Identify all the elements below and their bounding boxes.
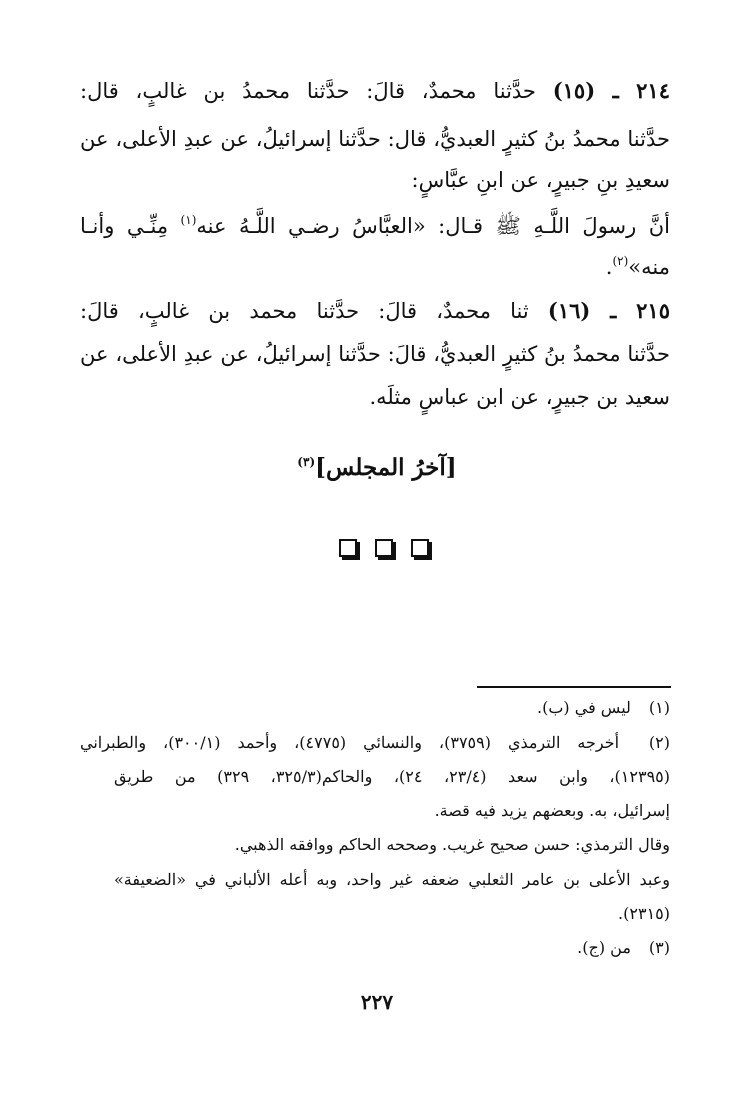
- section-ornament: [339, 536, 429, 560]
- footnote-1: [80, 696, 670, 720]
- footnote-1-text: ليس في (ب).: [537, 698, 631, 717]
- footnote-ref-2: (٢): [612, 254, 629, 268]
- hadith-215-line-1: [80, 296, 670, 326]
- hadith-214-line-2: حدَّثنا محمدُ بنُ كثيرٍ العبديُّ، قال: حدَّثنا إسرائيلُ، عن عبدِ الأعلى، عن: [80, 127, 670, 151]
- ornament-box-icon: [411, 539, 429, 557]
- session-end-heading: [0, 452, 754, 484]
- page-number: ٢٢٧: [360, 990, 394, 1014]
- footnote-ref-3: (٣): [297, 455, 316, 469]
- hadith-214-number: ٢١٤ ـ (١٥): [552, 78, 670, 103]
- hadith-214-line-1: [80, 76, 670, 106]
- hadith-215-number: ٢١٥ ـ (١٦): [547, 298, 670, 323]
- hadith-214-text-5-end: .: [605, 255, 613, 279]
- hadith-214-text-5: منه»: [628, 255, 670, 279]
- footnote-2-number: (٢): [648, 733, 671, 752]
- footnote-2-line-1: [80, 731, 670, 755]
- hadith-215-text-1: ثنا محمدٌ، قالَ: حدَّثنا محمد بن غالبٍ، قالَ:: [80, 299, 529, 323]
- footnote-2-line-2: (١٢٣٩٥)، وابن سعد (٢٣/٤، ٢٤)، والحاكم(٣٢٥/٣، ٣٢٩) من طريق: [114, 767, 671, 786]
- hadith-214-line-5: [80, 252, 670, 282]
- footnote-3-text: من (ج).: [577, 938, 631, 957]
- hadith-215-line-2: حدَّثنا محمدُ بنُ كثيرٍ العبديُّ، قالَ: حدَّثنا إسرائيلُ، عن عبدِ الأعلى، عن: [80, 342, 670, 366]
- ornament-box-icon: [375, 539, 393, 557]
- footnote-2-text-1: أخرجه الترمذي (٣٧٥٩)، والنسائي (٤٧٧٥)، وأحمد (٣٠٠/١)، والطبراني: [80, 733, 620, 752]
- footnote-3: [80, 936, 670, 960]
- footnote-separator: [477, 686, 671, 688]
- footnote-1-number: (١): [648, 698, 670, 717]
- footnote-ref-1: (١): [180, 213, 197, 227]
- footnote-3-number: (٣): [648, 938, 670, 957]
- hadith-214-text-1: حدَّثنا محمدٌ، قالَ: حدَّثنا محمدُ بن غالبٍ، قال:: [80, 79, 536, 103]
- footnote-2-line-3: إسرائيل، به. وبعضهم يزيد فيه قصة.: [434, 801, 670, 820]
- ornament-box-icon: [339, 539, 357, 557]
- hadith-214-line-4: [80, 211, 670, 241]
- hadith-214-text-4: أنَّ رسولَ اللَّـهِ ﷺ قـال: «العبَّاسُ رضـي اللَّـهُ عنه: [196, 214, 670, 238]
- hadith-214-text-4-end: مِنِّـي وأنـا: [80, 214, 181, 238]
- footnote-2-line-4: وقال الترمذي: حسن صحيح غريب. وصححه الحاكم ووافقه الذهبي.: [234, 835, 670, 854]
- hadith-215-line-3: سعيد بن جبيرٍ، عن ابن عباسٍ مثلَه.: [369, 385, 670, 409]
- hadith-214-line-3: سعيدِ بنِ جبيرٍ، عن ابنِ عبَّاسٍ:: [411, 168, 670, 192]
- footnote-2-line-6: (٢٣١٥).: [618, 904, 670, 923]
- session-end-text: [آخرُ المجلس]: [315, 454, 457, 481]
- footnote-2-line-5: وعبد الأعلى بن عامر الثعلبي ضعفه غير واحد، وبه أعله الألباني في «الضعيفة»: [114, 870, 670, 889]
